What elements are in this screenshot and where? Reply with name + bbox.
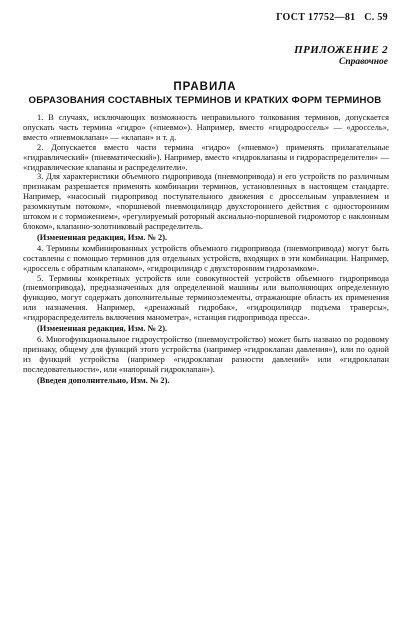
amendment-note: (Введен дополнительно, Изм. № 2). xyxy=(37,375,170,385)
paragraph-1: 1. В случаях, исключающих возможность неправильного толкования терминов, допускается опускать часть термина «гидро» («пневмо»). Например, вместо «гидродроссель» — «дроссель», вместо «пневмоклапан» — «клапан» и т. д. xyxy=(23,113,389,142)
paragraph-6: 6. Многофункциональное гидроустройство (пневмоустройство) может быть названо по родовому признаку, общему для функций этого устройства (например «гидроклапан давления»), или по одной из функций устройства (например «гидроклапан разности давлений» или «гидроклапан последовательности», или «напорный гидроклапан»). xyxy=(23,334,389,374)
title-line-1: ПРАВИЛА xyxy=(173,81,237,93)
appendix-label xyxy=(294,44,388,68)
appendix-title: ПРИЛОЖЕНИЕ 2 xyxy=(294,44,388,56)
paragraph-2: 2. Допускается вместо части термина «гидро» («пневмо») применять прилагательные «гидравлический» (пневматический»). Например, вместо «гидроклапаны и гидрораспределители» — «гидравлические клапаны и распределители». xyxy=(23,142,389,172)
page-header xyxy=(276,12,388,23)
paragraph-5: 5. Термины конкретных устройств или совокупностей устройств объемного гидропривода (пневмопривода), предназначенных для определенной машины или выполняющих определенную функцию, могут содержать дополнительные терминоэлементы, отражающие область их применения или назначения. Например, «дренажный гидробак», «гидроцилиндр подъема траверсы», «гидрораспределитель включения манометра», «станция гидропривода пресса». xyxy=(23,273,389,323)
amendment-note: (Измененная редакция, Изм. № 2). xyxy=(37,232,168,242)
standard-number: ГОСТ 17752—81 xyxy=(276,12,356,23)
body-text xyxy=(23,113,389,386)
title-line-2: ОБРАЗОВАНИЯ СОСТАВНЫХ ТЕРМИНОВ И КРАТКИХ ФОРМ ТЕРМИНОВ xyxy=(28,95,382,106)
page-number: С. 59 xyxy=(364,12,388,23)
paragraph-3: 3. Для характеристики объемного гидропривода (пневмопривода) и его устройств по различным признакам разрешается применять комбинации терминов, установленных в настоящем стандарте. Например, «насосный гидропривод поступательного движения с дроссельным управлением и разомкнутым потоком», «поршневой пневмоцилиндр двухстороннего действия с односторонним штоком и с торможением», «регулируемый роторный аксиально-поршневой гидромотор с наклонным блоком», клапанно-золотниковый распределитель. xyxy=(23,172,389,231)
paragraph-4: 4. Термины комбинированных устройств объемного гидропривода (пневмопривода) могут быть составлены с помощью терминов для отдельных устройств, входящих в эти комбинации. Например, «дроссель с обратным клапаном», «гидроцилиндр с двухсторонним гидрозамком». xyxy=(23,243,389,273)
section-title xyxy=(20,80,390,108)
amendment-note: (Измененная редакция, Изм. № 2). xyxy=(37,324,168,334)
appendix-subtitle: Справочное xyxy=(339,57,388,67)
